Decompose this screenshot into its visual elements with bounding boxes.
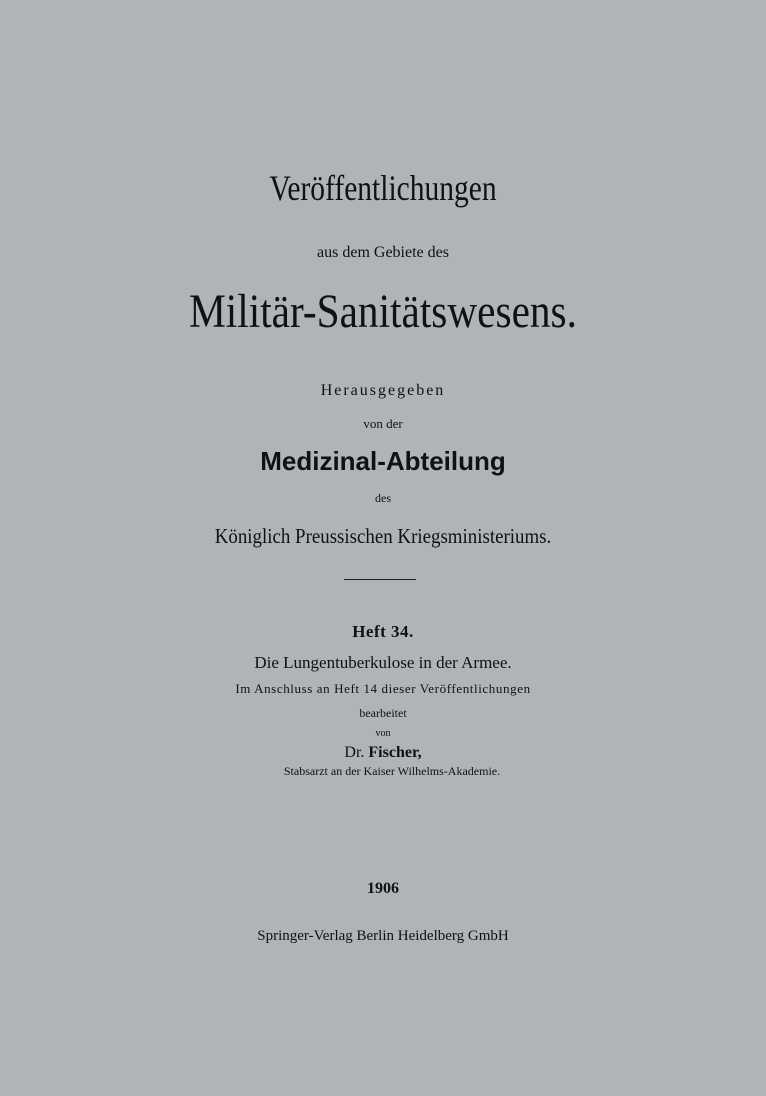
ministry-name: Königlich Preussischen Kriegsministeriums.: [214, 524, 552, 548]
author-name: Fischer,: [368, 744, 422, 761]
divider-rule: [344, 579, 416, 580]
main-title: Militär-Sanitätswesens.: [189, 285, 577, 338]
issue-note: Im Anschluss an Heft 14 dieser Veröffentlichungen: [235, 681, 531, 696]
issue-number: Heft 34.: [352, 622, 414, 641]
series-title: Veröffentlichungen: [269, 168, 497, 208]
bearbeitet-label: bearbeitet: [359, 706, 407, 720]
series-connector: aus dem Gebiete des: [317, 244, 449, 261]
issue-subject: Die Lungentuberkulose in der Armee.: [254, 653, 512, 672]
herausgegeben-label: Herausgegeben: [320, 382, 446, 399]
author-affiliation: Stabsarzt an der Kaiser Wilhelms-Akademie.: [283, 764, 501, 778]
von-label: von: [375, 728, 391, 739]
publication-year: 1906: [367, 880, 399, 897]
publisher-name: Springer-Verlag Berlin Heidelberg GmbH: [257, 928, 509, 944]
author-line: [0, 745, 766, 761]
des-label: des: [375, 491, 391, 505]
department-name: Medizinal-Abteilung: [260, 446, 506, 476]
author-prefix: Dr.: [344, 744, 365, 761]
von-der-label: von der: [363, 416, 403, 431]
